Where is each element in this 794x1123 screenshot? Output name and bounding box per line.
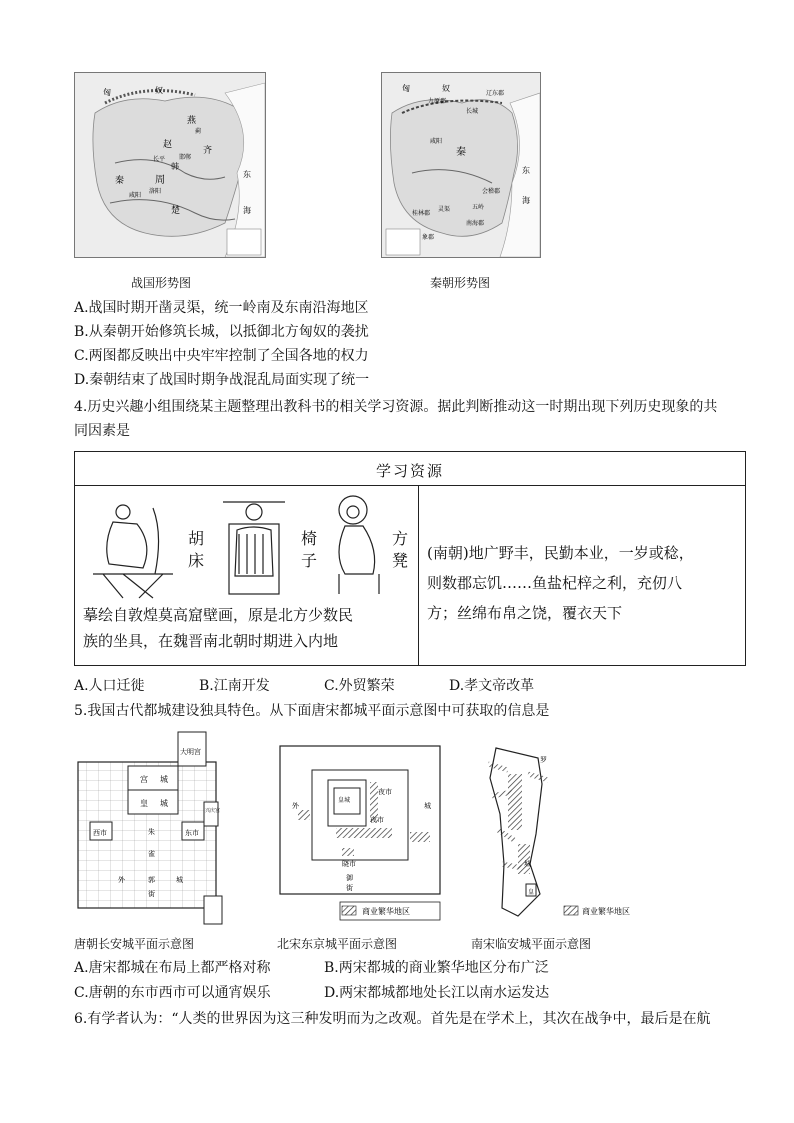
q6-stem: 6.有学者认为：“人类的世界因为这三种发明而为之改观。首先是在学术上，其次在战争中，最后是在航: [74, 1011, 711, 1027]
q3-option-d: D.秦朝结束了战国时期争战混乱局面实现了统一: [74, 372, 370, 388]
square-stool-figure: [339, 496, 379, 594]
changan-label-1: 宫: [140, 775, 148, 784]
furniture-illustrations: [83, 494, 413, 602]
ws-label-4: 秦: [115, 176, 125, 186]
quote-line2: 则数郡忘饥……鱼盐杞梓之利，充仞八: [427, 574, 683, 592]
q5-option-a: A.唐宋都城在布局上都严格对称: [74, 960, 271, 976]
qin-label-8: 桂林郡: [412, 210, 431, 217]
ws-label-9: 东: [243, 170, 251, 179]
dongjing-label-4: 城: [424, 802, 431, 810]
linan-legend: 商业繁华地区: [582, 907, 630, 916]
q3-option-a: A.战国时期开凿灵渠，统一岭南及东南沿海地区: [74, 300, 369, 316]
q3-option-b: B.从秦朝开始修筑长城，以抵御北方匈奴的袭扰: [74, 324, 369, 340]
ws-label-2: 燕: [187, 116, 197, 126]
dongjing-caption: 北宋东京城平面示意图: [277, 937, 398, 951]
qin-label-9: 象郡: [422, 234, 435, 241]
q5-option-d: D.两宋都城都地处长江以南水运发达: [324, 985, 550, 1001]
dongjing-label-3: 外: [292, 802, 299, 810]
dongjing-map: [278, 744, 444, 928]
qin-label-1: 奴: [442, 84, 450, 93]
chair-figure: [223, 502, 285, 594]
qin-label-5: 辽东郡: [486, 90, 505, 97]
ws-label-5: 周: [155, 175, 165, 186]
qin-map: [381, 72, 541, 258]
qin-label-3: 九原郡: [428, 98, 447, 105]
furniture-label-stool: 方凳: [391, 529, 408, 570]
qin-label-7: 南海郡: [466, 220, 485, 227]
ws-label-3: 赵: [163, 140, 173, 150]
linan-caption: 南宋临安城平面示意图: [471, 937, 592, 951]
warring-states-map-drawing: [75, 73, 265, 257]
ws-label-12: 邯郸: [179, 154, 192, 161]
q4-option-d: D.孝文帝改革: [449, 678, 535, 694]
dongjing-label-7: 街: [346, 884, 353, 892]
changan-label-3: 皇: [140, 799, 148, 808]
changan-label-6: 西市: [93, 829, 107, 837]
quote-line1: (南朝)地广野丰，民勤本业，一岁或稔，: [427, 544, 694, 562]
dongjing-label-5: 晓市: [342, 860, 356, 868]
q3-option-c: C.两图都反映出中央牢牢控制了全国各地的权力: [74, 348, 369, 364]
qin-label-14: 灵渠: [438, 206, 451, 213]
warring-states-caption: 战国形势图: [131, 276, 192, 290]
dongjing-label-0: 皇城: [338, 797, 351, 804]
qin-label-10: 东: [522, 166, 530, 175]
ws-label-14: 咸阳: [129, 192, 142, 199]
qin-label-6: 会稽郡: [482, 188, 501, 195]
changan-label-11: 外: [118, 876, 125, 884]
q4-option-c: C.外贸繁荣: [324, 678, 395, 694]
furniture-note-line1: 摹绘自敦煌莫高窟壁画，原是北方少数民: [83, 606, 354, 624]
dongjing-legend: 商业繁华地区: [362, 907, 410, 916]
changan-label-7: 东市: [185, 829, 199, 837]
qin-label-2: 秦: [456, 147, 466, 158]
qin-label-13: 五岭: [472, 204, 485, 211]
dongjing-label-2: 夜市: [370, 816, 384, 824]
table-title: 学习资源: [375, 462, 444, 480]
changan-map: [74, 730, 230, 926]
ws-label-13: 洛阳: [149, 188, 162, 195]
changan-label-10: 街: [148, 890, 155, 898]
changan-label-2: 城: [160, 775, 168, 784]
ws-label-8: 楚: [171, 206, 181, 216]
q5-stem: 5.我国古代都城建设独具特色。从下面唐宋都城平面示意图中可获取的信息是: [74, 703, 550, 719]
ws-label-10: 海: [243, 206, 251, 215]
qin-label-12: 长城: [466, 108, 479, 115]
q4-stem-line2: 同因素是: [74, 423, 130, 439]
linan-map: [478, 744, 630, 928]
qin-label-0: 匈: [402, 84, 410, 93]
changan-label-12: 郭: [148, 876, 155, 884]
qin-caption: 秦朝形势图: [430, 276, 491, 290]
furniture-label-chair: 椅子: [300, 529, 317, 570]
qin-label-4: 咸阳: [430, 138, 443, 145]
ws-label-15: 蓟: [195, 128, 202, 135]
linan-label-0: 罗: [540, 756, 547, 764]
q5-option-c: C.唐朝的东市西市可以通宵娱乐: [74, 985, 271, 1001]
ws-label-11: 长平: [153, 156, 166, 163]
dongjing-label-6: 御: [346, 874, 353, 882]
changan-caption: 唐朝长安城平面示意图: [74, 937, 195, 951]
q5-option-b: B.两宋都城的商业繁华地区分布广泛: [324, 960, 549, 976]
q4-option-a: A.人口迁徙: [74, 678, 145, 694]
ws-label-6: 齐: [203, 146, 213, 156]
qin-label-11: 海: [522, 196, 530, 205]
changan-label-5: 兴庆宫: [205, 808, 221, 814]
changan-label-13: 城: [176, 876, 183, 884]
changan-label-4: 城: [160, 799, 168, 808]
ws-label-1: 奴: [155, 86, 163, 95]
furniture-note-line2: 族的坐具，在魏晋南北朝时期进入内地: [83, 632, 339, 650]
changan-label-9: 雀: [148, 850, 155, 858]
q4-stem-line1: 4.历史兴趣小组围绕某主题整理出教科书的相关学习资源。据此判断推动这一时期出现下列历史现象的共: [74, 399, 718, 415]
linan-label-1: 城: [524, 860, 531, 868]
warring-states-map: [74, 72, 266, 258]
ws-label-0: 匈: [103, 88, 111, 97]
hu-bed-figure: [93, 505, 173, 598]
table-column-divider: [418, 486, 419, 665]
q4-option-b: B.江南开发: [199, 678, 270, 694]
qin-map-drawing: [382, 73, 540, 257]
changan-label-8: 朱: [148, 828, 155, 836]
dongjing-label-1: 夜市: [378, 788, 392, 796]
ws-label-7: 韩: [171, 162, 179, 171]
learning-resources-table: [74, 451, 746, 666]
furniture-label-hu-bed: 胡床: [187, 529, 204, 570]
changan-label-0: 大明宫: [180, 748, 201, 756]
quote-line3: 方；丝绵布帛之饶，覆衣天下: [427, 604, 623, 622]
table-header-divider: [75, 485, 745, 486]
linan-label-2: 皇: [528, 889, 535, 896]
